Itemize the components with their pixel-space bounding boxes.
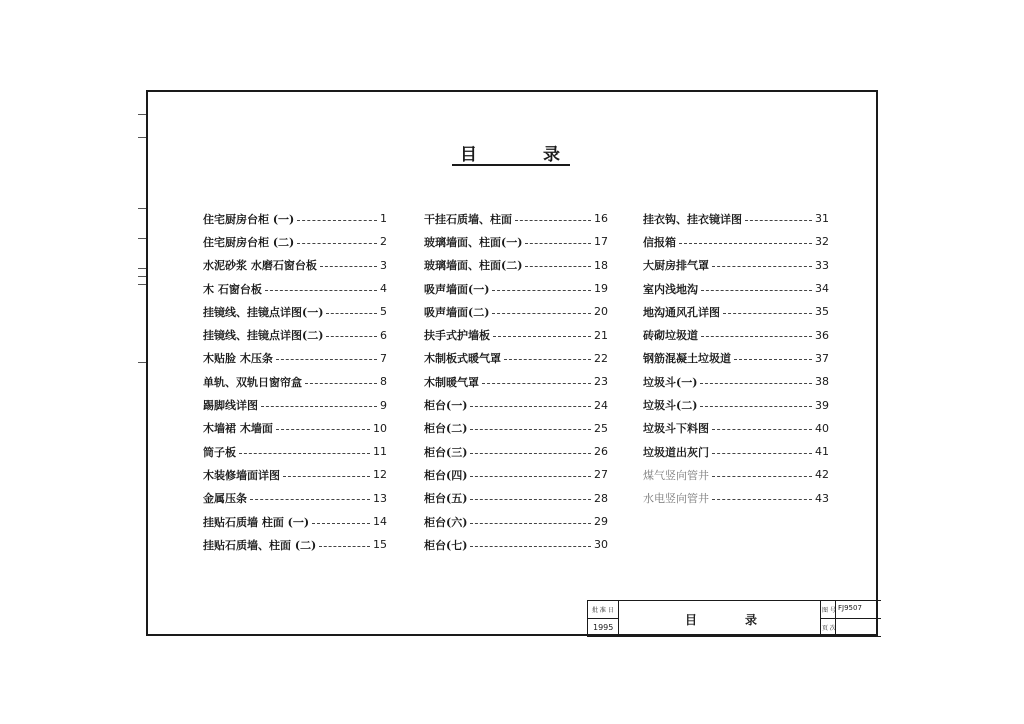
toc-entry-page: 20 (594, 305, 608, 319)
toc-entry-page: 30 (594, 538, 608, 552)
leader-dots (276, 358, 377, 360)
toc-entry (424, 370, 608, 393)
toc-entry-page: 34 (815, 282, 829, 296)
toc-entry-page: 12 (373, 468, 387, 482)
toc-entry-label: 单轨、双轨日窗帘盒 (203, 375, 302, 389)
toc-entry (203, 370, 387, 393)
toc-entry-label: 玻璃墙面、柱面(二) (424, 259, 523, 273)
toc-entry-label: 玻璃墙面、柱面(一) (424, 235, 523, 249)
toc-entry-page: 26 (594, 445, 608, 459)
toc-entry-page: 13 (373, 491, 387, 505)
page-title (452, 140, 570, 166)
toc-entry (203, 254, 387, 277)
toc-entry-page: 29 (594, 515, 608, 528)
leader-dots (239, 452, 370, 454)
toc-entry (424, 277, 608, 300)
toc-entry (643, 230, 829, 253)
toc-column-2 (424, 207, 608, 556)
toc-entry (643, 463, 829, 486)
toc-entry (643, 254, 829, 277)
toc-entry (203, 463, 387, 486)
toc-entry (203, 207, 387, 230)
toc-entry-page: 5 (380, 305, 387, 319)
leader-dots (504, 358, 591, 360)
toc-entry-page: 25 (594, 421, 608, 435)
toc-entry-label: 垃圾斗(一) (643, 375, 698, 389)
margin-tick (138, 276, 146, 277)
toc-entry-label: 水泥砂浆 水磨石窗台板 (203, 259, 317, 273)
page-label: 页 次 (822, 625, 836, 632)
leader-dots (470, 452, 591, 454)
toc-entry-label: 木墙裙 木墙面 (203, 422, 273, 436)
leader-dots (470, 428, 591, 430)
leader-dots (712, 428, 812, 430)
leader-dots (470, 522, 591, 524)
toc-entry (203, 323, 387, 346)
leader-dots (305, 382, 377, 384)
title-block (587, 600, 881, 637)
toc-entry (643, 347, 829, 370)
leader-dots (712, 265, 812, 267)
leader-dots (297, 219, 377, 221)
toc-entry-label: 木装修墙面详图 (203, 468, 280, 482)
toc-entry-label: 地沟通风孔详图 (643, 305, 720, 319)
toc-entry-page: 31 (815, 212, 829, 226)
toc-entry (643, 277, 829, 300)
toc-entry-page: 18 (594, 258, 608, 272)
margin-tick (138, 268, 146, 269)
leader-dots (492, 289, 591, 291)
toc-entry-page: 14 (373, 515, 387, 528)
margin-tick (138, 208, 146, 209)
toc-entry-label: 柜台(五) (424, 492, 468, 506)
leader-dots (250, 498, 370, 500)
toc-entry-label: 柜台(二) (424, 422, 468, 436)
toc-entry-label: 垃圾斗下料图 (643, 422, 709, 436)
toc-entry-page: 8 (380, 375, 387, 389)
toc-entry-page: 11 (373, 445, 387, 459)
toc-entry-label: 挂衣钩、挂衣镜详图 (643, 212, 742, 226)
block-title-left: 目 (685, 613, 698, 627)
leader-dots (700, 405, 812, 407)
toc-entry-label: 木 石窗台板 (203, 282, 262, 296)
toc-entry-page: 15 (373, 538, 387, 552)
toc-entry-label: 木制暖气罩 (424, 375, 479, 389)
leader-dots (734, 358, 812, 360)
leader-dots (276, 428, 370, 430)
toc-entry (424, 417, 608, 440)
leader-dots (745, 219, 812, 221)
leader-dots (470, 405, 591, 407)
toc-entry-page: 37 (815, 351, 829, 365)
toc-entry-page: 39 (815, 398, 829, 412)
toc-entry-page: 4 (380, 282, 387, 296)
toc-entry-page: 40 (815, 421, 829, 435)
toc-entry-label: 信报箱 (643, 235, 676, 249)
toc-entry-page: 35 (815, 305, 829, 319)
toc-column-1 (203, 207, 387, 556)
toc-entry-page: 6 (380, 328, 387, 342)
toc-entry-label: 大厨房排气罩 (643, 259, 709, 273)
leader-dots (283, 475, 370, 477)
toc-entry (643, 487, 829, 510)
leader-dots (261, 405, 377, 407)
toc-entry (203, 487, 387, 510)
title-char-right: 录 (543, 145, 562, 165)
toc-entry-label: 柜台(一) (424, 399, 468, 413)
toc-entry (424, 347, 608, 370)
leader-dots (470, 498, 591, 500)
toc-entry-label: 柜台(三) (424, 445, 468, 459)
toc-entry-label: 踢脚线详图 (203, 399, 258, 413)
toc-entry-page: 1 (380, 212, 387, 226)
toc-entry-page: 2 (380, 235, 387, 249)
toc-entry-page: 19 (594, 282, 608, 296)
margin-tick (138, 362, 146, 363)
toc-entry-label: 挂镜线、挂镜点详图(二) (203, 329, 324, 343)
toc-entry-label: 水电竖向管井 (643, 492, 709, 506)
toc-entry-page: 3 (380, 258, 387, 272)
leader-dots (320, 265, 377, 267)
toc-entry-label: 柜台(七) (424, 538, 468, 552)
toc-entry-label: 垃圾道出灰门 (643, 445, 709, 459)
toc-entry-label: 筒子板 (203, 445, 236, 459)
leader-dots (319, 545, 370, 547)
toc-entry (203, 533, 387, 556)
leader-dots (492, 312, 591, 314)
leader-dots (482, 382, 591, 384)
toc-entry-label: 垃圾斗(二) (643, 399, 698, 413)
toc-entry-label: 室内浅地沟 (643, 282, 698, 296)
toc-entry-page: 22 (594, 351, 608, 365)
toc-entry (643, 370, 829, 393)
leader-dots (712, 498, 812, 500)
approve-label: 批 准 日 (592, 607, 614, 614)
leader-dots (525, 265, 591, 267)
leader-dots (712, 475, 812, 477)
toc-entry (203, 347, 387, 370)
toc-entry (203, 440, 387, 463)
toc-entry (424, 393, 608, 416)
leader-dots (470, 475, 591, 477)
margin-tick (138, 114, 146, 115)
leader-dots (326, 335, 377, 337)
toc-entry (424, 510, 608, 533)
leader-dots (312, 522, 370, 524)
leader-dots (723, 312, 812, 314)
toc-entry-page: 21 (594, 328, 608, 342)
block-title-right: 录 (745, 613, 758, 627)
toc-entry-label: 吸声墙面(一) (424, 282, 490, 296)
toc-entry-label: 住宅厨房台柜 (一) (203, 212, 295, 226)
toc-entry-page: 17 (594, 235, 608, 249)
toc-entry-label: 吸声墙面(二) (424, 305, 490, 319)
toc-entry-page: 28 (594, 491, 608, 505)
leader-dots (525, 242, 591, 244)
leader-dots (265, 289, 377, 291)
toc-entry-page: 7 (380, 351, 387, 365)
year-value: 1995 (593, 623, 614, 632)
leader-dots (701, 335, 812, 337)
toc-entry-page: 9 (380, 398, 387, 412)
leader-dots (701, 289, 812, 291)
leader-dots (679, 242, 812, 244)
toc-entry (643, 440, 829, 463)
toc-entry-label: 扶手式护墙板 (424, 329, 490, 343)
toc-entry (203, 230, 387, 253)
atlas-number: FJ9507 (838, 604, 862, 612)
toc-entry-label: 钢筋混凝土垃圾道 (643, 352, 731, 366)
toc-entry-label: 木制板式暖气罩 (424, 352, 501, 366)
toc-entry (424, 487, 608, 510)
toc-entry-page: 43 (815, 491, 829, 505)
toc-entry (643, 393, 829, 416)
toc-entry-page: 32 (815, 235, 829, 249)
leader-dots (297, 242, 377, 244)
toc-entry (424, 533, 608, 556)
title-char-left: 目 (460, 145, 479, 165)
leader-dots (515, 219, 591, 221)
toc-entry-page: 10 (373, 421, 387, 435)
toc-entry-label: 挂贴石质墙、柱面 (二) (203, 538, 317, 552)
toc-entry-label: 木贴脸 木压条 (203, 352, 273, 366)
toc-entry-page: 41 (815, 445, 829, 459)
toc-entry (424, 207, 608, 230)
toc-entry-page: 36 (815, 328, 829, 342)
toc-entry (203, 277, 387, 300)
leader-dots (493, 335, 591, 337)
toc-entry-page: 24 (594, 398, 608, 412)
toc-entry-label: 柜台(四) (424, 468, 468, 482)
toc-entry-label: 住宅厨房台柜 (二) (203, 235, 295, 249)
toc-entry (424, 300, 608, 323)
margin-tick (138, 137, 146, 138)
toc-entry-page: 23 (594, 375, 608, 389)
leader-dots (470, 545, 591, 547)
toc-entry (424, 440, 608, 463)
leader-dots (700, 382, 812, 384)
toc-entry-page: 16 (594, 212, 608, 226)
toc-entry (203, 300, 387, 323)
atlas-label: 图 号 (822, 607, 836, 614)
toc-entry (643, 300, 829, 323)
toc-entry (424, 254, 608, 277)
toc-entry (424, 323, 608, 346)
toc-entry-label: 挂贴石质墙 柱面 (一) (203, 515, 310, 529)
toc-entry-page: 42 (815, 468, 829, 482)
toc-entry-label: 金属压条 (203, 492, 247, 506)
toc-entry (424, 463, 608, 486)
toc-entry (643, 323, 829, 346)
leader-dots (326, 312, 377, 314)
margin-tick (138, 284, 146, 285)
toc-entry (424, 230, 608, 253)
toc-entry (203, 417, 387, 440)
toc-entry-page: 27 (594, 468, 608, 482)
toc-entry (203, 393, 387, 416)
margin-tick (138, 238, 146, 239)
toc-entry (643, 207, 829, 230)
toc-entry (203, 510, 387, 533)
toc-entry (643, 417, 829, 440)
toc-entry-label: 干挂石质墙、柱面 (424, 212, 512, 226)
toc-entry-label: 柜台(六) (424, 515, 468, 529)
toc-entry-page: 38 (815, 375, 829, 389)
leader-dots (712, 452, 812, 454)
toc-entry-label: 挂镜线、挂镜点详图(一) (203, 305, 324, 319)
toc-entry-page: 33 (815, 258, 829, 272)
toc-entry-label: 砖砌垃圾道 (643, 329, 698, 343)
toc-entry-label: 煤气竖向管井 (643, 468, 709, 482)
toc-column-3 (643, 207, 829, 510)
